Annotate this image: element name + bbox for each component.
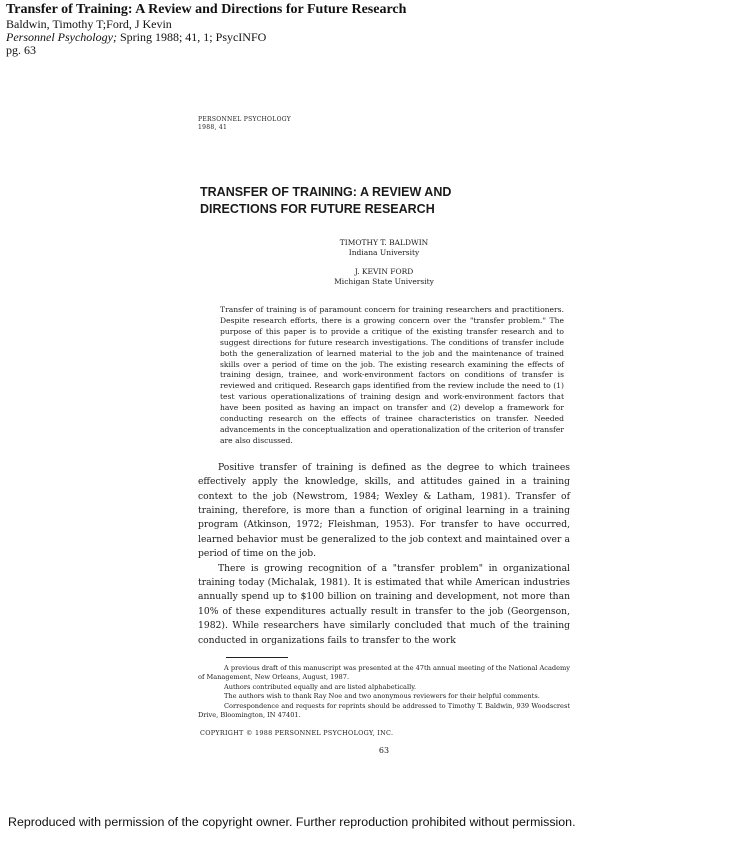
footnote-2: Authors contributed equally and are listed alphabetically. xyxy=(224,682,417,691)
footnotes xyxy=(198,664,570,720)
footnote-3: The authors wish to thank Ray Noe and two anonymous reviewers for their helpful comments. xyxy=(224,692,540,701)
citation-journal: Personnel Psychology; xyxy=(6,30,117,44)
citation-issue: Spring 1988; 41, 1; PsycINFO xyxy=(116,30,267,44)
author-2-affiliation: Michigan State University xyxy=(334,277,434,286)
article-title xyxy=(200,184,570,218)
reproduction-notice: Reproduced with permission of the copyright owner. Further reproduction prohibited without permission. xyxy=(8,815,576,829)
footnote-divider xyxy=(226,657,288,658)
footnote-4: Correspondence and requests for reprints should be addressed to Timothy T. Baldwin, 939 Woodscrest Drive, Bloomington, IN 47401. xyxy=(198,701,570,720)
citation-authors: Baldwin, Timothy T;Ford, J Kevin xyxy=(6,17,172,31)
citation-header xyxy=(6,2,406,57)
abstract: Transfer of training is of paramount concern for training researchers and practitioners. Despite research efforts, there is a growing concern over the "transfer problem." The purpose of this paper is to provide a critique of the existing transfer research and to suggest directions for future research investigations. The conditions of transfer include both the generalization of learned material to the job and the maintenance of trained skills over a period of time on the job. The existing research examining the effects of training design, trainee, and work-environment factors on conditions of transfer is reviewed and critiqued. Research gaps identified from the review include the need to (1) test various operationalizations of training design and work-environment factors that have been posited as having an impact on transfer and (2) develop a framework for conducting research on the effects of trainee characteristics on transfer. Needed advancements in the conceptualization and operationalization of the criterion of transfer are also discussed. xyxy=(220,305,564,445)
running-head-journal: PERSONNEL PSYCHOLOGY xyxy=(198,116,292,123)
body-paragraph-2: There is growing recognition of a "transfer problem" in organizational training today (Michalak, 1981). It is estimated that while American industries annually spend up to $100 billion on training and development, not more than 10% of these expenditures actually result in transfer to the job (Georgenson, 1982). While researchers have similarly concluded that much of the training conducted in organizations fails to transfer to the work xyxy=(198,562,570,646)
author-2-name: J. KEVIN FORD xyxy=(354,267,414,276)
citation-title: Transfer of Training: A Review and Directions for Future Research xyxy=(6,2,407,17)
copyright-line: COPYRIGHT © 1988 PERSONNEL PSYCHOLOGY, INC. xyxy=(200,728,394,737)
body-paragraph-1: Positive transfer of training is defined as the degree to which trainees effectively apply the knowledge, skills, and attitudes gained in a training context to the job (Newstrom, 1984; Wexley & Latham, 1981). Transfer of training, therefore, is more than a function of original learning in a training program (Atkinson, 1972; Fleishman, 1953). For transfer to have occurred, learned behavior must be generalized to the job context and maintained over a period of time on the job. xyxy=(198,461,570,560)
author-block xyxy=(198,238,570,287)
citation-source xyxy=(6,31,406,44)
author-1-name: TIMOTHY T. BALDWIN xyxy=(339,238,429,247)
page-number: 63 xyxy=(378,745,390,755)
article-title-line-2: DIRECTIONS FOR FUTURE RESEARCH xyxy=(200,202,435,216)
article-body xyxy=(198,461,570,648)
scanned-page xyxy=(198,116,570,755)
author-1-affiliation: Indiana University xyxy=(348,248,420,257)
article-title-line-1: TRANSFER OF TRAINING: A REVIEW AND xyxy=(200,185,452,199)
running-head-volume: 1988, 41 xyxy=(198,124,228,131)
footnote-1: A previous draft of this manuscript was presented at the 47th annual meeting of the National Academy of Management, New Orleans, August, 1987. xyxy=(198,664,570,682)
citation-page: pg. 63 xyxy=(6,43,36,57)
